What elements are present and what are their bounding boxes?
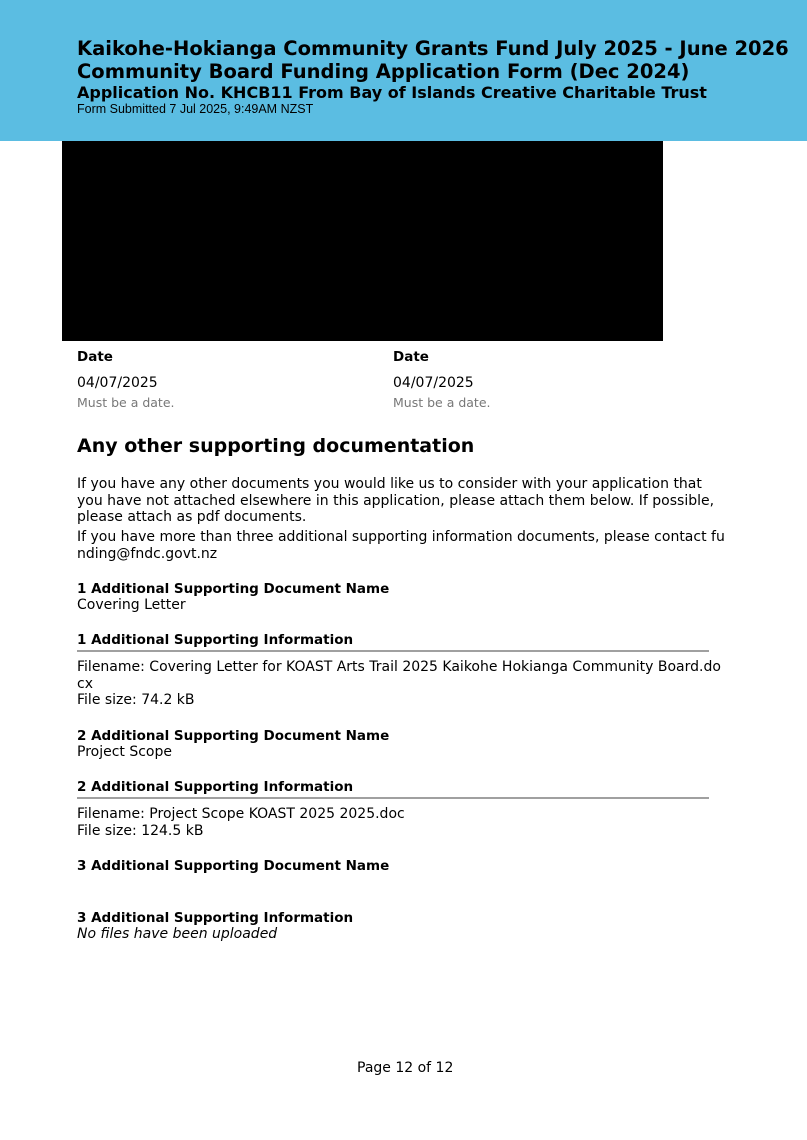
redacted-block [62,141,663,341]
date-label-2: Date [393,349,429,365]
application-number: Application No. KHCB11 From Bay of Islands Creative Charitable Trust [77,83,707,102]
divider [77,797,709,799]
instructions-line: If you have any other documents you would like us to consider with your application that [77,476,702,492]
doc2-name-label: 2 Additional Supporting Document Name [77,728,390,744]
instructions-paragraph [77,476,714,526]
header-banner [0,0,807,141]
doc1-filesize: File size: 74.2 kB [77,692,195,708]
doc2-info-label: 2 Additional Supporting Information [77,779,354,795]
submission-timestamp: Form Submitted 7 Jul 2025, 9:49AM NZST [77,102,314,116]
date-value-1: 04/07/2025 [77,375,158,391]
doc3-no-files: No files have been uploaded [77,926,278,942]
doc1-name-value: Covering Letter [77,597,186,613]
doc1-filename-cont: cx [77,675,93,692]
divider [77,650,709,652]
doc2-filename: Filename: Project Scope KOAST 2025 2025.doc [77,806,405,822]
contact-paragraph [77,529,725,562]
contact-line: If you have more than three additional supporting information documents, please contact fu [77,529,725,545]
doc1-info-label: 1 Additional Supporting Information [77,632,354,648]
doc2-name-value: Project Scope [77,744,172,760]
section-title: Any other supporting documentation [77,435,475,457]
doc3-info-label: 3 Additional Supporting Information [77,910,354,926]
date-label-1: Date [77,349,113,365]
form-title: Kaikohe-Hokianga Community Grants Fund July 2025 - June 2026 [77,37,789,60]
doc1-file-info [77,659,721,709]
doc2-filesize: File size: 124.5 kB [77,822,204,839]
doc2-file-info [77,806,405,839]
doc1-name-label: 1 Additional Supporting Document Name [77,581,390,597]
date-value-2: 04/07/2025 [393,375,474,391]
instructions-line: you have not attached elsewhere in this application, please attach them below. If possible, [77,492,715,509]
doc3-name-label: 3 Additional Supporting Document Name [77,858,390,874]
doc1-filename: Filename: Covering Letter for KOAST Arts Trail 2025 Kaikohe Hokianga Community Board.do [77,659,721,675]
date-hint-1: Must be a date. [77,395,175,410]
form-subtitle: Community Board Funding Application Form (Dec 2024) [77,60,690,83]
instructions-line: please attach as pdf documents. [77,509,307,525]
contact-line: nding@fndc.govt.nz [77,545,218,562]
date-hint-2: Must be a date. [393,395,491,410]
page-number: Page 12 of 12 [357,1060,454,1076]
